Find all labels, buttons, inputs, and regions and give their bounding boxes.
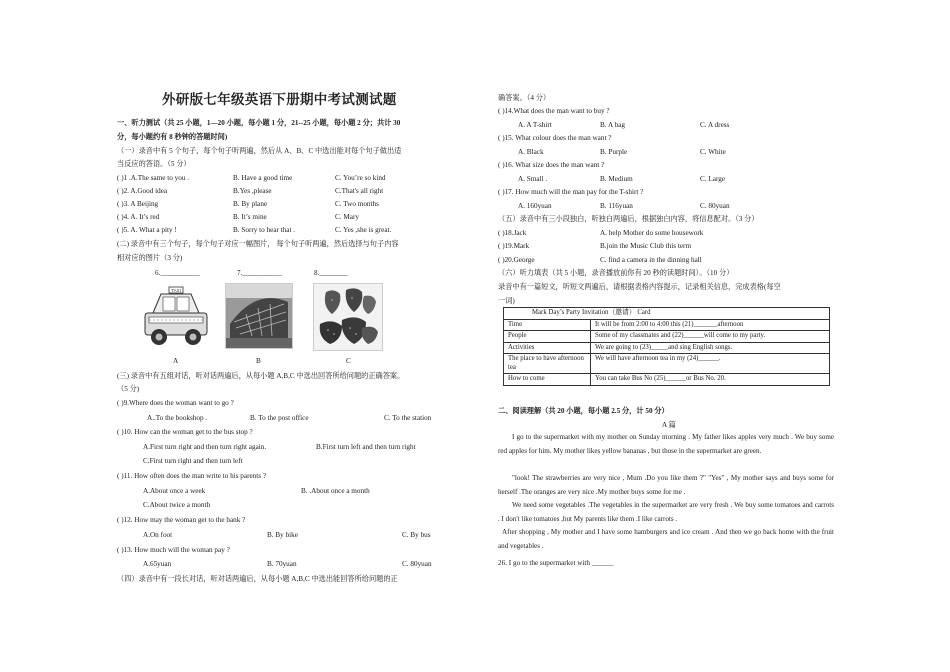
option-b: B. It’s mine (233, 213, 267, 221)
table-cell-value: We are going to (23)_____and sing English songs. (591, 342, 830, 354)
answer-blank-8: 8.________ (314, 269, 349, 277)
picture-b-building (225, 283, 293, 349)
section2-instruction-cont: 相对应的图片（3 分) (117, 254, 183, 262)
option-b: B.Yes ,please (233, 187, 272, 195)
section3-instruction: (三) 录音中有五组对话，听对话两遍后，从每小题 A,B,C 中选出回答所给问题的正确答案。 (117, 372, 405, 380)
table-row (504, 342, 830, 354)
table-row (504, 331, 830, 343)
section4-instruction: （四）录音中有一段长对话，听对话两遍后，从每小题 A,B,C 中选出能回答所给问题的正 (117, 575, 398, 583)
option-b: B. Sorry to hear that . (233, 226, 296, 234)
page-title: 外研版七年级英语下册期中考试测试题 (162, 92, 397, 107)
option-c: C. By bus (402, 531, 431, 539)
table-row (504, 374, 830, 386)
answer-blank-6: 6.___________ (155, 269, 200, 277)
question-item: ( )1 .A.The same to you . (117, 174, 190, 182)
question-item: ( )5. A. What a pity ! (117, 226, 177, 234)
passage-paragraph-1: I go to the supermarket with my mother on Sunday morning . My father likes apples very much . We buy some red apples for him. My mother likes yellow bananas , but those in the supermarket are green. (498, 433, 834, 455)
passage-paragraph-2: "look! The strawberries are very nice , Mum .Do you like them ?" "Yes" , My mother says and buys some for herself .The oranges are very nice .My mother buys some for me . (498, 474, 834, 496)
table-header: Mark Day’s Party Invitation（邀请） Card (504, 308, 830, 320)
option-a: A. Black (518, 148, 544, 156)
option-a: A. Small . (518, 175, 548, 183)
table-cell-value: We will have afternoon tea in my (24)______. (591, 354, 830, 374)
answer-blank-7: 7.___________ (237, 269, 282, 277)
table-row (504, 354, 830, 374)
passage-title: A 篇 (662, 421, 676, 429)
question-item: ( )18.Jack (498, 229, 527, 237)
option-a: A..To the bookshop . (147, 414, 208, 422)
option-a: A. 160yuan (518, 202, 552, 210)
question-item: ( )11. How often does the man write to his parents ? (117, 472, 267, 480)
option-b: B. 116yuan (600, 202, 633, 210)
picture-label-a: A (173, 357, 179, 365)
part1-heading-cont: 分，每小题约有 8 秒钟的答题时间) (117, 133, 228, 141)
option-c: C. White (700, 148, 726, 156)
question-item: ( )13. How much will the woman pay ? (117, 546, 230, 554)
option-a: A. A T-shirt (518, 121, 552, 129)
option-b: B.First turn left and then turn right (316, 443, 416, 451)
table-cell-key: Time (504, 319, 591, 331)
section6-instruction-cont2: 一词) (498, 297, 515, 305)
section6-instruction: （六）听力填表（共 5 小题，录音播放前你有 20 秒的读题时间）。（10 分） (498, 269, 734, 277)
table-header-row (504, 308, 830, 320)
question-item: ( )9.Where does the woman want to go ? (117, 399, 234, 407)
taxi-illustration (139, 283, 211, 351)
option-a: A.First turn right and then turn right again. (143, 443, 267, 451)
option-c: C. Two months (335, 200, 379, 208)
building-photo (226, 284, 292, 348)
option-a: A.65yuan (143, 560, 172, 568)
passage-paragraph-4: After shopping , My mother and I have some hamburgers and ice cream . And then we go back home with the fruit and vegetables . (498, 528, 834, 550)
section4-instruction-cont: 确答案。（4 分） (498, 94, 551, 102)
option-c: C.About twice a month (143, 501, 211, 509)
picture-label-b: B (256, 357, 261, 365)
question-item: ( )2. A.Good idea (117, 187, 168, 195)
picture-a-taxi (139, 283, 211, 351)
question-item: ( )4. A. It’s red (117, 213, 160, 221)
section2-instruction: (二) 录音中有三个句子，每个句子对应一幅图片， 每个句子听两遍，然后选择与句子内容 (117, 240, 399, 248)
taxi-sign-text: TAXI (171, 288, 181, 293)
option-b: B. 70yuan (267, 560, 297, 568)
section6-instruction-cont: 录音中有一篇短文，听短文两遍后，请根据表格内容提示，记录相关信息，完成表格(每空 (498, 283, 781, 291)
option-b: B. Medium (600, 175, 633, 183)
table-cell-value: You can take Bus No (25)______or Bus No. 20. (591, 374, 830, 386)
picture-c-strawberries (313, 283, 383, 351)
question-item: ( )16. What size does the man want ? (498, 161, 605, 169)
question-item: ( )10. How can the woman get to the bus stop ? (117, 428, 253, 436)
invitation-table (503, 307, 830, 386)
table-cell-value: It will be from 2:00 to 4:00 this (21)_______afternoon (591, 319, 830, 331)
option-c: C. You’re so kind (335, 174, 386, 182)
table-row (504, 319, 830, 331)
option-b: B. By bike (267, 531, 298, 539)
table-cell-value: Some of my classmates and (22)______will come to my party. (591, 331, 830, 343)
option-a: A.On foot (143, 531, 173, 539)
part1-heading: 一、听力测试（共 25 小题，1—20 小题，每小题 1 分，21--25 小题，每小题 2 分；共计 30 (117, 119, 401, 127)
table-cell-key: Activities (504, 342, 591, 354)
question-item: ( )20.George (498, 256, 535, 264)
part2-heading: 二、阅读理解（共 20 小题，每小题 2.5 分，计 50 分） (498, 407, 669, 415)
question-item: ( )17. How much will the man pay for the T-shirt ? (498, 188, 644, 196)
match-option: B.join the Music Club this term (600, 242, 692, 250)
question-item: ( )15. What colour does the man want ? (498, 134, 612, 142)
option-c: C. 80yuan (700, 202, 730, 210)
section1-instruction: （一）录音中有 5 个句子，每个句子听两遍，然后从 A、B、C 中选出能对每个句子做出适 (117, 147, 402, 155)
option-c: C. Mary (335, 213, 359, 221)
option-b: B. A bag (600, 121, 625, 129)
option-c: C. To the station (384, 414, 432, 422)
table-cell-key: People (504, 331, 591, 343)
question-item: ( )3. A Beijing (117, 200, 159, 208)
picture-label-c: C (346, 357, 351, 365)
option-b: B. .About once a month (301, 487, 370, 495)
section1-instruction-cont: 当反应的答语。（5 分） (117, 160, 191, 168)
table-cell-key: The place to have afternoon tea (504, 354, 591, 374)
option-c: C. Yes ,she is great. (335, 226, 392, 234)
passage-paragraph-3: We need some vegetables .The vegetables in the supermarket are very fresh . We buy some tomatoes and carrots . I don't like tomatoes ,but My parents like them .I like carrots . (498, 501, 834, 523)
section3-instruction-cont: （5 分) (117, 385, 140, 393)
option-b: B. Purple (600, 148, 628, 156)
option-c: C. 80yuan (402, 560, 432, 568)
question-item: ( )14.What does the man want to buy ? (498, 107, 610, 115)
question-26: 26. I go to the supermarket with ______ (498, 559, 614, 567)
option-b: B. By plane (233, 200, 268, 208)
section5-instruction: （五）录音中有三小段独白，听独白两遍后，根据独白内容，将信息配对。（3 分） (498, 215, 759, 223)
option-c: C.That's all right (335, 187, 384, 195)
option-c: C. A dress (700, 121, 730, 129)
table-cell-key: How to come (504, 374, 591, 386)
option-c: C. Large (700, 175, 726, 183)
question-item: ( )12. How may the woman get to the bank ? (117, 516, 246, 524)
strawberries-photo (314, 284, 382, 350)
option-b: B. To the post office (250, 414, 309, 422)
match-option: C. find a camera in the dinning hall (600, 256, 702, 264)
option-c: C.First turn right and then turn left (143, 457, 243, 465)
match-option: A. help Mother do some housework (600, 229, 704, 237)
question-item: ( )19.Mark (498, 242, 530, 250)
option-a: A.About once a week (143, 487, 206, 495)
option-b: B. Have a good time (233, 174, 293, 182)
